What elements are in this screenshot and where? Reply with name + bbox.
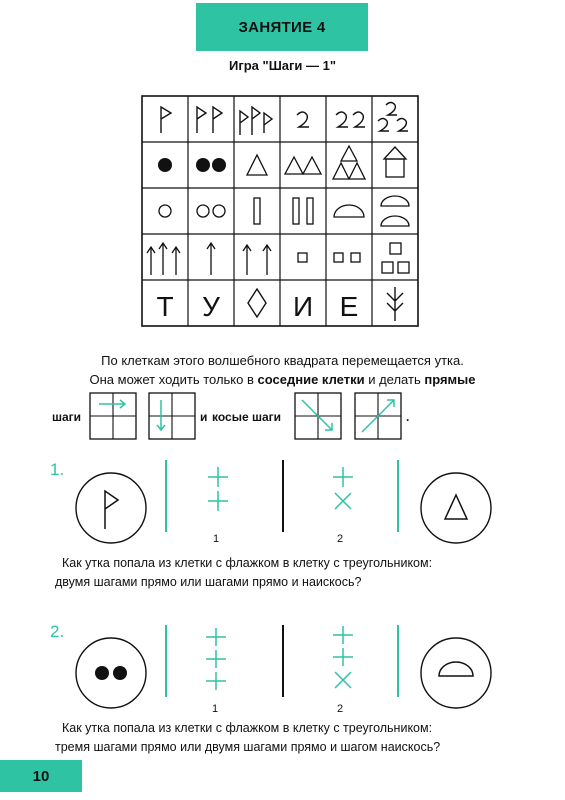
exercise-1-option-1-label: 1 (213, 533, 220, 545)
intro-line-2-text-b: и делать (364, 372, 425, 387)
exercise-2-divider-1 (165, 625, 167, 697)
exercise-2-divider-3 (397, 625, 399, 697)
arrow-single-icon (207, 243, 215, 275)
circle-1-icon (159, 205, 171, 217)
intro-line-2 (0, 371, 565, 389)
exercise-2-option-2-label: 2 (337, 703, 344, 715)
triangle-1-icon (247, 155, 267, 175)
s-shape-1-icon (297, 112, 309, 127)
page-number-badge (0, 760, 82, 792)
exercise-1-divider-2 (282, 460, 284, 532)
intro-line-1: По клеткам этого волшебного квадрата перемещается утка. (101, 353, 464, 368)
square-1-icon (298, 253, 307, 262)
exercise-1-question-line-2: двумя шагами прямо или шагами прямо и наискось? (55, 575, 362, 589)
exercise-1-question-line-1: Как утка попала из клетки с флажком в клетку с треугольником: (62, 556, 433, 570)
intro-line-2-text-a: Она может ходить только в (89, 372, 258, 387)
diagonal-step-down-icon (294, 392, 342, 440)
half-circle-icon (439, 662, 473, 676)
lesson-header-banner (196, 3, 368, 51)
half-circle-2-icon (381, 196, 409, 226)
dot-1-icon (158, 158, 172, 172)
grid-letter-u: У (202, 291, 220, 322)
exercise-2-start-circle (74, 636, 148, 710)
exercise-1-option-2-path (330, 465, 356, 513)
exercise-1-end-circle (419, 471, 493, 545)
circle-2-icon (197, 205, 225, 217)
exercise-2-divider-2 (282, 625, 284, 697)
s-shape-3-icon (378, 103, 408, 132)
flag-3-icon (240, 107, 272, 135)
bar-2-icon (293, 198, 313, 224)
exercise-2-number: 2. (50, 622, 65, 641)
diamond-icon (248, 289, 266, 317)
straight-steps-label: шаги (52, 410, 82, 424)
game-title: Игра "Шаги — 1" (228, 58, 337, 73)
flag-icon (105, 491, 118, 529)
exercise-2-question-line-1: Как утка попала из клетки с флажком в клетку с треугольником: (62, 721, 433, 735)
exercise-2-option-1-path (203, 626, 229, 694)
exercise-1-start-circle (74, 471, 148, 545)
arrows-triple-icon (147, 243, 180, 275)
arrows-double-icon (243, 245, 271, 275)
square-2-icon (334, 253, 360, 262)
branch-icon (387, 287, 403, 321)
lesson-title: ЗАНЯТИЕ 4 (238, 18, 326, 36)
page-number: 10 (32, 767, 50, 785)
half-circle-1-icon (334, 205, 364, 217)
diag-and-label: и (200, 410, 208, 424)
diagonal-step-up-icon (354, 392, 402, 440)
square-3-icon (382, 243, 409, 273)
exercise-2-end-circle (419, 636, 493, 710)
straight-step-horizontal-icon (89, 392, 137, 440)
dot-2-icon (196, 158, 226, 172)
triangle-2-icon (285, 157, 321, 174)
grid-letter-i: И (292, 291, 314, 322)
intro-bold-straight: прямые (424, 372, 476, 387)
exercise-1-option-2-label: 2 (337, 533, 344, 545)
triangle-3-icon (333, 146, 365, 179)
magic-square-grid (141, 95, 421, 327)
grid-letter-e: Е (339, 291, 359, 322)
exercise-2-option-2-path (330, 624, 356, 692)
exercise-1-divider-3 (397, 460, 399, 532)
bar-1-icon (254, 198, 260, 224)
s-shape-2-icon (336, 112, 365, 127)
diagonal-steps-label: косые шаги (212, 410, 281, 424)
triangle-icon (445, 495, 467, 519)
exercise-2-question-line-2: тремя шагами прямо или двумя шагами прямо и шагом наискось? (55, 740, 441, 754)
exercise-1-option-1-path (205, 465, 231, 513)
steps-period: . (406, 410, 410, 424)
exercise-1-number: 1. (50, 460, 65, 479)
straight-step-vertical-icon (148, 392, 196, 440)
flag-2-icon (197, 107, 222, 133)
grid-letter-t: Т (156, 291, 174, 322)
house-icon (384, 147, 406, 177)
intro-bold-adjacent: соседние клетки (257, 372, 365, 387)
dot-left-icon (95, 666, 109, 680)
flag-1-icon (161, 107, 171, 133)
exercise-1-divider-1 (165, 460, 167, 532)
dot-right-icon (113, 666, 127, 680)
exercise-2-option-1-label: 1 (212, 703, 219, 715)
